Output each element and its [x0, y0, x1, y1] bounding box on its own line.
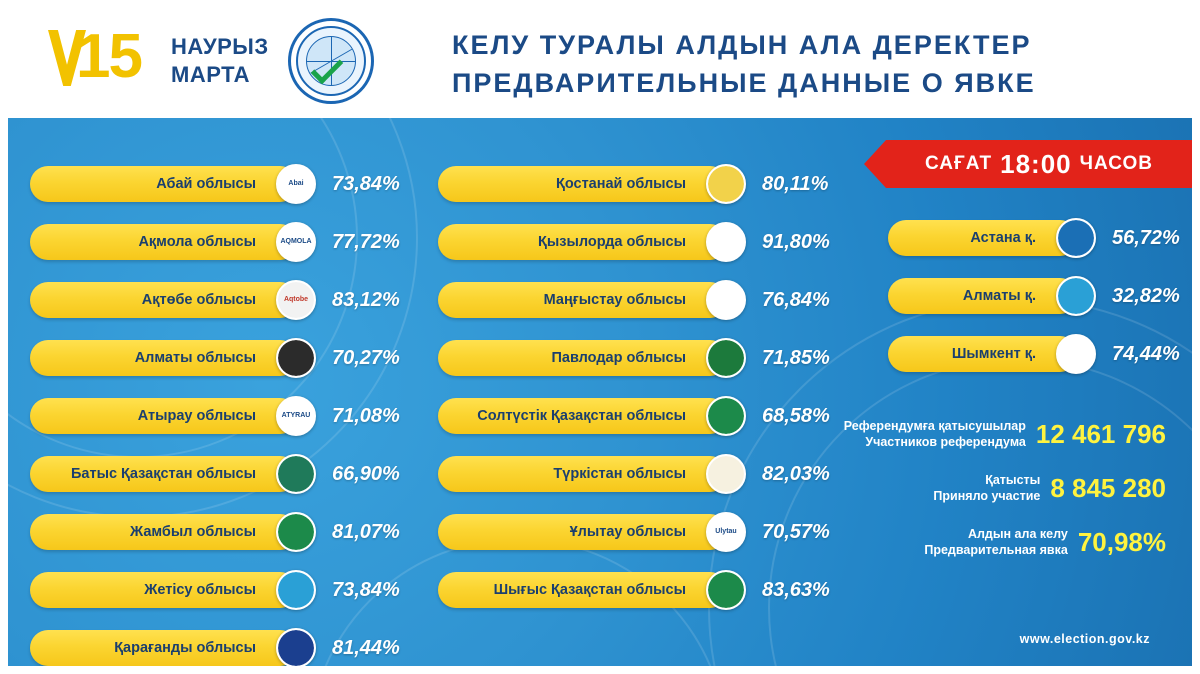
stat-label-kk: Алдын ала келу [967, 527, 1068, 541]
east-kazakhstan-crest-icon [706, 570, 746, 610]
header [0, 0, 1200, 118]
region-value: 71,85% [762, 346, 830, 369]
region-name: Жамбыл облысы [130, 524, 256, 540]
crest-label [278, 630, 314, 666]
region-name: Атырау облысы [137, 408, 256, 424]
region-pill [438, 514, 737, 550]
content-panel [8, 118, 1192, 666]
turkistan-crest-icon [706, 454, 746, 494]
region-pill [30, 340, 298, 376]
city-row [888, 276, 1180, 316]
region-value: 81,44% [332, 636, 400, 659]
west-kazakhstan-crest-icon [276, 454, 316, 494]
region-row [30, 628, 400, 666]
region-name: Ақтөбе облысы [141, 292, 256, 308]
region-pill [30, 456, 298, 492]
time-banner [886, 140, 1192, 188]
website-url[interactable]: www.election.gov.kz [1019, 632, 1150, 646]
title-ru: ПРЕДВАРИТЕЛЬНЫЕ ДАННЫЕ О ЯВКЕ [452, 68, 1036, 98]
region-name: Павлодар облысы [551, 350, 686, 366]
city-name: Астана қ. [970, 230, 1036, 246]
region-row [438, 222, 830, 262]
region-pill [438, 398, 728, 434]
time-label-kk: САҒАТ [925, 153, 993, 174]
region-row [438, 512, 830, 552]
city-pill [888, 336, 1078, 372]
city-name: Алматы қ. [962, 288, 1036, 304]
logo-month-ru: МАРТА [171, 62, 251, 87]
region-pill [30, 398, 311, 434]
crest-label [1058, 220, 1094, 256]
region-name: Солтүстік Қазақстан облысы [477, 408, 686, 424]
region-value: 68,58% [762, 404, 830, 427]
region-pill [30, 224, 312, 260]
crest-label [708, 398, 744, 434]
crest-label [708, 340, 744, 376]
stat-participants [826, 418, 1166, 450]
region-value: 73,84% [332, 172, 400, 195]
kyzylorda-crest-icon [706, 222, 746, 262]
region-name: Қызылорда облысы [538, 234, 686, 250]
region-column-left [30, 164, 400, 666]
region-name: Абай облысы [156, 176, 256, 192]
region-value: 80,11% [762, 172, 829, 195]
zhetysu-crest-icon [276, 570, 316, 610]
city-pill [888, 278, 1078, 314]
region-pill [438, 572, 728, 608]
pavlodar-crest-icon [706, 338, 746, 378]
region-pill [438, 456, 728, 492]
stat-turnout [826, 526, 1166, 558]
region-row [30, 454, 400, 494]
astana-crest-icon [1056, 218, 1096, 258]
atyrau-crest-icon [276, 396, 316, 436]
region-row [438, 396, 830, 436]
region-row [30, 512, 400, 552]
region-name: Батыс Қазақстан облысы [70, 466, 256, 482]
region-value: 83,63% [762, 578, 830, 601]
region-name: Түркістан облысы [553, 466, 686, 482]
zhambyl-crest-icon [276, 512, 316, 552]
logo-month-kk: НАУРЫЗ [171, 34, 269, 59]
stat-labels [844, 418, 1026, 450]
stat-value: 70,98% [1077, 526, 1166, 557]
region-row [438, 338, 830, 378]
crest-label [1058, 336, 1094, 372]
region-pill [30, 282, 309, 318]
region-name: Қарағанды облысы [114, 640, 256, 656]
stat-label-kk: Референдумға қатысушылар [843, 419, 1026, 433]
region-value: 73,84% [332, 578, 400, 601]
logo-15-nauryz [48, 22, 269, 96]
city-column-right [888, 218, 1180, 392]
region-value: 77,72% [332, 230, 400, 253]
mangystau-crest-icon [706, 280, 746, 320]
region-column-middle [438, 164, 830, 628]
region-row [30, 396, 400, 436]
crest-label: Abai [278, 166, 314, 202]
region-row [30, 280, 400, 320]
crest-label [708, 572, 744, 608]
crest-label [278, 572, 314, 608]
title-kk: КЕЛУ ТУРАЛЫ АЛДЫН АЛА ДЕРЕКТЕР [452, 30, 1032, 60]
north-kazakhstan-crest-icon [706, 396, 746, 436]
stat-label-ru: Участников референдума [865, 435, 1026, 449]
time-label-ru: ЧАСОВ [1079, 153, 1153, 174]
region-name: Шығыс Қазақстан облысы [493, 582, 686, 598]
crest-label [708, 456, 744, 492]
stat-labels [933, 472, 1040, 504]
region-value: 71,08% [332, 404, 400, 427]
region-name: Алматы облысы [134, 350, 256, 366]
region-pill [438, 282, 728, 318]
aqtobe-crest-icon [276, 280, 316, 320]
stat-value: 8 845 280 [1050, 472, 1166, 503]
region-name: Жетісу облысы [144, 582, 256, 598]
crest-label: Aqtobe [278, 282, 314, 318]
crest-label: Ulytau [708, 514, 744, 550]
ulytau-crest-icon [706, 512, 746, 552]
region-row [438, 280, 830, 320]
region-pill [438, 224, 728, 260]
city-value: 32,82% [1112, 284, 1180, 307]
region-value: 81,07% [332, 520, 400, 543]
crest-label [278, 340, 314, 376]
abai-crest-icon [276, 164, 316, 204]
city-row [888, 218, 1180, 258]
region-pill [438, 340, 728, 376]
almaty-city-crest-icon [1056, 276, 1096, 316]
time-value: 18:00 [1000, 148, 1072, 179]
region-pill [438, 166, 728, 202]
city-value: 74,44% [1112, 342, 1180, 365]
crest-label [708, 282, 744, 318]
crest-label: ATYRAU [278, 398, 314, 434]
region-pill [30, 166, 304, 202]
region-row [30, 570, 400, 610]
stat-labels [924, 526, 1067, 558]
region-name: Ақмола облысы [138, 234, 256, 250]
shymkent-crest-icon [1056, 334, 1096, 374]
crest-label [708, 166, 744, 202]
region-name: Қостанай облысы [555, 176, 686, 192]
region-name: Маңғыстау облысы [543, 292, 686, 308]
crest-label: AQMOLA [278, 224, 314, 260]
region-pill [30, 572, 298, 608]
region-pill [30, 514, 298, 550]
region-row [438, 164, 830, 204]
region-row [30, 222, 400, 262]
crest-label [1058, 278, 1094, 314]
region-row [438, 570, 830, 610]
region-row [438, 454, 830, 494]
region-value: 70,27% [332, 346, 400, 369]
karaganda-crest-icon [276, 628, 316, 666]
stat-label-kk: Қатысты [985, 473, 1041, 487]
logo-number: 15 [76, 22, 141, 91]
region-row [30, 164, 400, 204]
stat-voted [826, 472, 1166, 504]
region-value: 70,57% [762, 520, 830, 543]
region-value: 82,03% [762, 462, 830, 485]
crest-label [278, 514, 314, 550]
stat-label-ru: Приняло участие [933, 489, 1041, 503]
crest-label [278, 456, 314, 492]
kostanay-crest-icon [706, 164, 746, 204]
region-name: Ұлытау облысы [569, 524, 686, 540]
stat-value: 12 461 796 [1035, 418, 1166, 449]
region-value: 76,84% [762, 288, 830, 311]
region-pill [30, 630, 298, 666]
crest-label [708, 224, 744, 260]
aqmola-crest-icon [276, 222, 316, 262]
region-value: 83,12% [332, 288, 400, 311]
city-value: 56,72% [1112, 226, 1180, 249]
city-row [888, 334, 1180, 374]
central-election-commission-emblem [288, 18, 374, 104]
region-row [30, 338, 400, 378]
summary-stats [826, 418, 1166, 580]
stat-label-ru: Предварительная явка [924, 543, 1068, 557]
region-value: 66,90% [332, 462, 400, 485]
almaty-region-crest-icon [276, 338, 316, 378]
city-name: Шымкент қ. [951, 346, 1036, 362]
page-title [452, 26, 1036, 102]
region-value: 91,80% [762, 230, 830, 253]
city-pill [888, 220, 1078, 256]
